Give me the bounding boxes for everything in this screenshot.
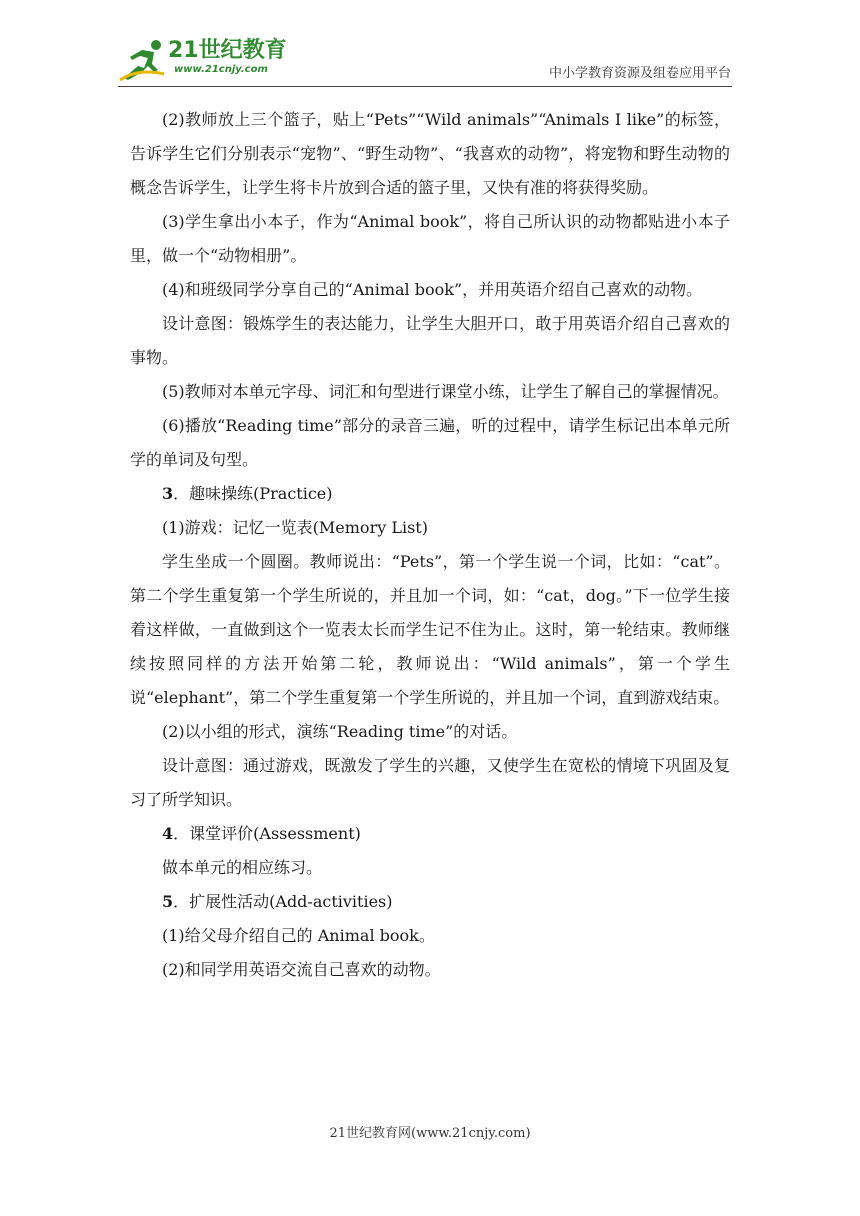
logo-url: www.21cnjy.com bbox=[174, 64, 268, 75]
paragraph: 设计意图：锻炼学生的表达能力，让学生大胆开口，敢于用英语介绍自己喜欢的事物。 bbox=[130, 314, 730, 367]
page-footer: 21世纪教育网(www.21cnjy.com) bbox=[329, 1126, 531, 1141]
paragraph: (1)给父母介绍自己的 Animal book。 bbox=[162, 926, 435, 945]
section-heading-practice bbox=[130, 477, 730, 511]
paragraph: (4)和班级同学分享自己的“Animal book”，并用英语介绍自己喜欢的动物。 bbox=[162, 280, 703, 299]
paragraph: (2)教师放上三个篮子，贴上“Pets”“Wild animals”“Animals I like”的标签，告诉学生它们分别表示“宠物”、“野生动物”、“我喜欢的动物”，将宠物和野生动物的概念告诉学生，让学生将卡片放到合适的篮子里，又快有准的将获得奖励。 bbox=[130, 110, 730, 197]
paragraph: (6)播放“Reading time”部分的录音三遍，听的过程中，请学生标记出本单元所学的单词及句型。 bbox=[130, 416, 730, 469]
page-header bbox=[0, 0, 860, 92]
section-title: ．课堂评价(Assessment) bbox=[173, 824, 361, 843]
site-logo[interactable] bbox=[118, 38, 288, 82]
paragraph: 做本单元的相应练习。 bbox=[162, 858, 323, 877]
section-number: 4 bbox=[162, 824, 174, 843]
paragraph: (1)游戏：记忆一览表(Memory List) bbox=[162, 518, 428, 537]
section-title: ．趣味操练(Practice) bbox=[173, 484, 333, 503]
section-title: ．扩展性活动(Add-activities) bbox=[173, 892, 393, 911]
paragraph: (2)和同学用英语交流自己喜欢的动物。 bbox=[162, 960, 441, 979]
logo-text: 21世纪教育 bbox=[168, 38, 287, 63]
section-heading-assessment bbox=[130, 817, 730, 851]
paragraph: (2)以小组的形式，演练“Reading time”的对话。 bbox=[162, 722, 518, 741]
platform-tagline: 中小学教育资源及组卷应用平台 bbox=[548, 66, 731, 81]
paragraph: 学生坐成一个圆圈。教师说出：“Pets”，第一个学生说一个词，比如：“cat”。第二个学生重复第一个学生所说的，并且加一个词，如：“cat，dog。”下一位学生接着这样做，一直做到这个一览表太长而学生记不住为止。这时，第一轮结束。教师继续按照同样的方法开始第二轮，教师说出：“Wild animals”，第一个学生说“elephant”，第二个学生重复第一个学生所说的，并且加一个词，直到游戏结束。 bbox=[130, 552, 730, 707]
runner-logo-icon bbox=[118, 38, 170, 82]
section-number: 3 bbox=[162, 484, 174, 503]
header-divider bbox=[118, 86, 732, 87]
paragraph: (3)学生拿出小本子，作为“Animal book”，将自己所认识的动物都贴进小本子里，做一个“动物相册”。 bbox=[130, 212, 730, 265]
paragraph: 设计意图：通过游戏，既激发了学生的兴趣，又使学生在宽松的情境下巩固及复习了所学知识。 bbox=[130, 756, 730, 809]
paragraph: (5)教师对本单元字母、词汇和句型进行课堂小练，让学生了解自己的掌握情况。 bbox=[162, 382, 729, 401]
section-heading-activities bbox=[130, 885, 730, 919]
document-body bbox=[130, 103, 730, 987]
section-number: 5 bbox=[162, 892, 174, 911]
